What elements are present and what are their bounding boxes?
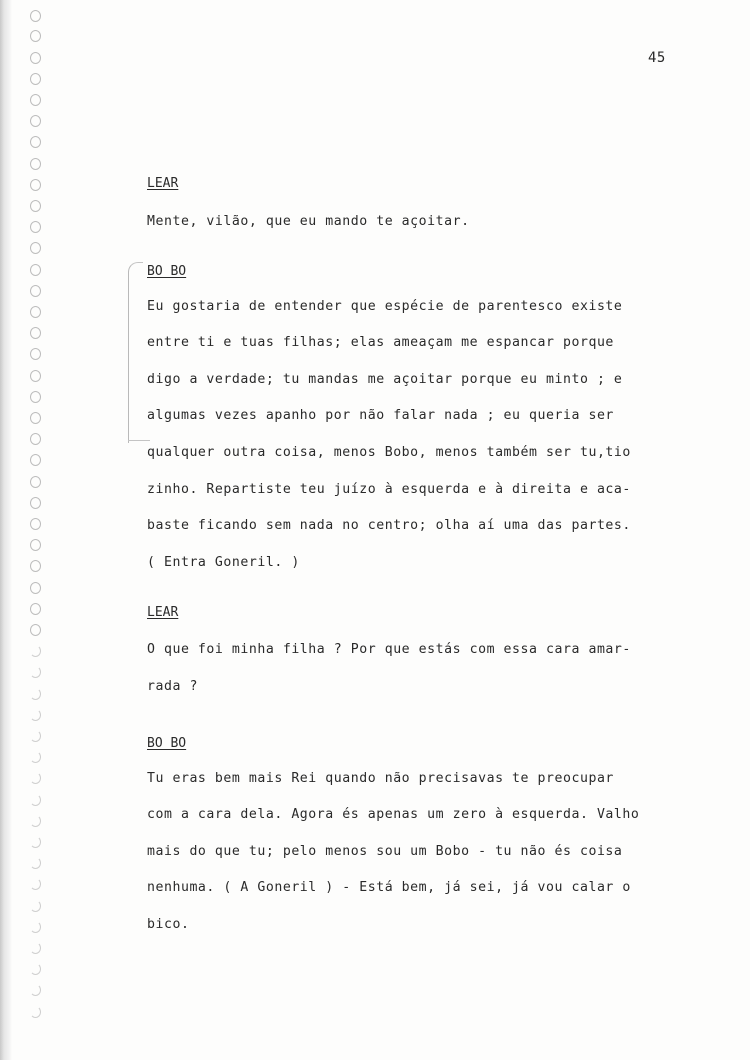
binding-hole: [30, 242, 41, 254]
binding-hole: [30, 624, 41, 636]
binding-hole: [30, 10, 41, 22]
dialogue-line: qualquer outra coisa, menos Bobo, menos também ser tu,tio: [147, 445, 631, 460]
binding-hole: [30, 221, 41, 233]
binding-hole: [30, 306, 41, 318]
binding-hole: [30, 285, 41, 297]
speaker-name: BO BO: [147, 264, 187, 279]
binding-hole: [30, 984, 41, 996]
binding-hole: [30, 115, 41, 127]
binding-hole: [30, 94, 41, 106]
binding-hole: [30, 518, 41, 530]
binding-hole: [30, 900, 41, 912]
stage-direction: ( Entra Goneril. ): [147, 555, 300, 570]
binding-hole: [30, 497, 41, 509]
binding-hole: [30, 709, 41, 721]
binding-hole: [30, 52, 41, 64]
binding-hole: [30, 412, 41, 424]
pencil-bracket-mark: [128, 262, 143, 443]
binding-hole: [30, 179, 41, 191]
binding-hole: [30, 433, 41, 445]
binding-hole: [30, 921, 41, 933]
pencil-bracket-tail: [128, 440, 150, 441]
binding-hole: [30, 942, 41, 954]
dialogue-line: bico.: [147, 917, 190, 932]
page-number: 45: [648, 50, 666, 66]
binding-hole: [30, 878, 41, 890]
binding-hole: [30, 645, 41, 657]
dialogue-line: digo a verdade; tu mandas me açoitar porque eu minto ; e: [147, 372, 623, 387]
binding-hole: [30, 772, 41, 784]
binding-hole: [30, 370, 41, 382]
dialogue-line: Mente, vilão, que eu mando te açoitar.: [147, 214, 470, 229]
binding-hole: [30, 391, 41, 403]
binding-hole: [30, 582, 41, 594]
dialogue-line: O que foi minha filha ? Por que estás com essa cara amar-: [147, 642, 631, 657]
binding-hole: [30, 963, 41, 975]
dialogue-line: nenhuma. ( A Goneril ) - Está bem, já sei, já vou calar o: [147, 880, 631, 895]
dialogue-line: baste ficando sem nada no centro; olha aí uma das partes.: [147, 518, 631, 533]
binding-hole: [30, 815, 41, 827]
binding-hole: [30, 158, 41, 170]
binding-holes: [30, 10, 50, 1050]
dialogue-line: com a cara dela. Agora és apenas um zero à esquerda. Valho: [147, 807, 640, 822]
speaker-name: LEAR: [147, 605, 179, 620]
dialogue-line: entre ti e tuas filhas; elas ameaçam me espancar porque: [147, 335, 614, 350]
binding-hole: [30, 539, 41, 551]
binding-hole: [30, 666, 41, 678]
binding-hole: [30, 751, 41, 763]
binding-hole: [30, 836, 41, 848]
binding-hole: [30, 603, 41, 615]
binding-hole: [30, 136, 41, 148]
dialogue-line: Tu eras bem mais Rei quando não precisavas te preocupar: [147, 771, 614, 786]
binding-hole: [30, 73, 41, 85]
binding-hole: [30, 857, 41, 869]
binding-hole: [30, 200, 41, 212]
binding-hole: [30, 560, 41, 572]
binding-hole: [30, 454, 41, 466]
dialogue-line: mais do que tu; pelo menos sou um Bobo - tu não és coisa: [147, 844, 623, 859]
speaker-name: BO BO: [147, 736, 187, 751]
binding-hole: [30, 476, 41, 488]
dialogue-line: rada ?: [147, 679, 198, 694]
speaker-name: LEAR: [147, 176, 179, 191]
dialogue-line: zinho. Repartiste teu juízo à esquerda e à direita e aca-: [147, 482, 631, 497]
page-edge: [0, 0, 12, 1060]
binding-hole: [30, 794, 41, 806]
binding-hole: [30, 348, 41, 360]
dialogue-line: Eu gostaria de entender que espécie de parentesco existe: [147, 299, 623, 314]
binding-hole: [30, 688, 41, 700]
binding-hole: [30, 730, 41, 742]
binding-hole: [30, 30, 41, 42]
binding-hole: [30, 1006, 41, 1018]
binding-hole: [30, 327, 41, 339]
dialogue-line: algumas vezes apanho por não falar nada ; eu queria ser: [147, 408, 614, 423]
binding-hole: [30, 264, 41, 276]
